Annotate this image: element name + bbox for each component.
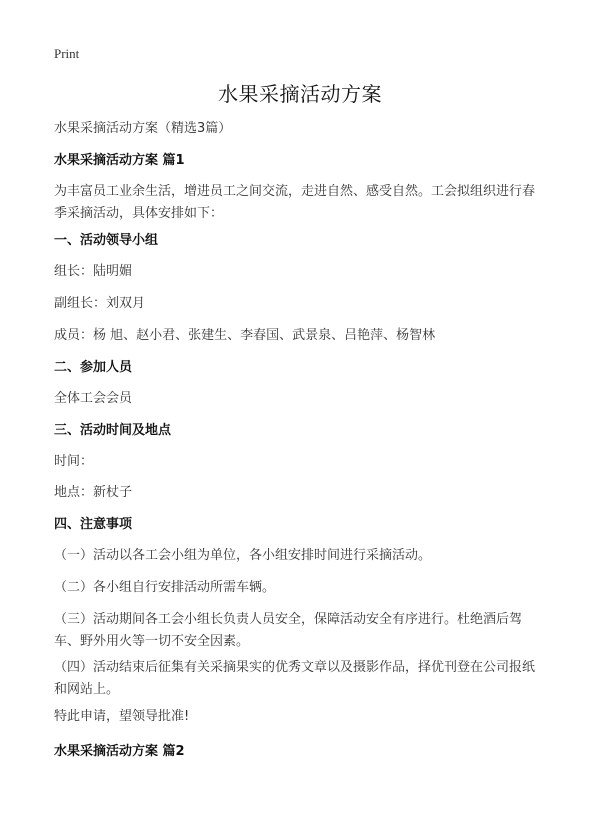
- deputy-line: 副组长：刘双月: [54, 296, 146, 311]
- note-item-4: （四）活动结束后征集有关采摘果实的优秀文章以及摄影作品，择优刊登在公司报纸和网站上。: [54, 660, 536, 697]
- page-title: 水果采摘活动方案: [218, 82, 382, 106]
- article-1-intro: 为丰富员工业余生活，增进员工之间交流，走进自然、感受自然。工会拟组织进行春季采摘活动，具体安排如下：: [54, 184, 536, 221]
- leader-line: 组长：陆明媚: [54, 264, 133, 279]
- closing-line: 特此申请，望领导批准!: [54, 709, 190, 724]
- note-item-2: （二）各小组自行安排活动所需车辆。: [54, 580, 276, 595]
- section-participants-heading: 二、参加人员: [54, 360, 133, 375]
- note-item-1: （一）活动以各工会小组为单位，各小组安排时间进行采摘活动。: [54, 548, 432, 563]
- subtitle: 水果采摘活动方案（精选3篇）: [54, 121, 232, 136]
- time-line: 时间：: [54, 454, 94, 469]
- note-item-3: （三）活动期间各工会小组长负责人员安全，保障活动安全有序进行。杜绝酒后驾车、野外用火等一切不安全因素。: [54, 612, 523, 649]
- members-line: 成员：杨 旭、赵小君、张建生、李春国、武景泉、吕艳萍、杨智林: [54, 328, 436, 343]
- article-2-heading: 水果采摘活动方案 篇2: [54, 744, 185, 759]
- article-1-heading: 水果采摘活动方案 篇1: [54, 153, 185, 168]
- print-link[interactable]: Print: [54, 46, 80, 61]
- section-notes-heading: 四、注意事项: [54, 517, 133, 532]
- place-line: 地点：新杖子: [54, 485, 133, 500]
- participants-text: 全体工会会员: [54, 391, 133, 406]
- section-time-place-heading: 三、活动时间及地点: [54, 423, 172, 438]
- section-leadership-heading: 一、活动领导小组: [54, 233, 159, 248]
